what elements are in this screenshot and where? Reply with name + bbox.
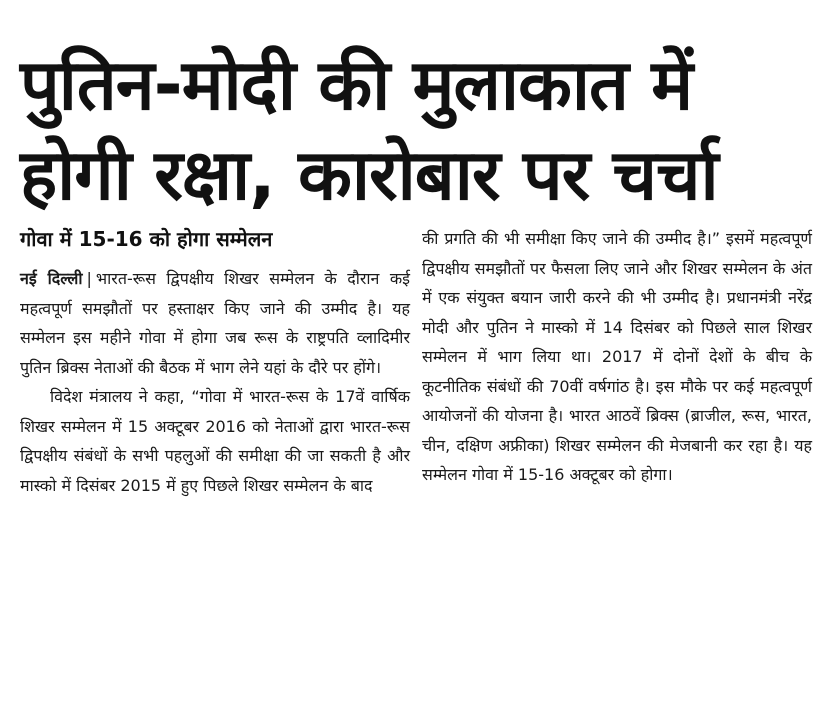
dateline-separator: | bbox=[86, 269, 92, 288]
paragraph-1-text: भारत-रूस द्विपक्षीय शिखर सम्मेलन के दौरान कई महत्वपूर्ण समझौतों पर हस्ताक्षर किए जाने की उम्मीद है। यह सम्मेलन इस महीने गोवा में होगा जब रूस के राष्ट्रपति व्लादिमीर पुतिन ब्रिक्स नेताओं की बैठक में भाग लेने यहां के दौरे पर होंगे। bbox=[20, 269, 410, 377]
paragraph-1 bbox=[20, 264, 410, 382]
article-column-left bbox=[20, 224, 410, 500]
dateline: नई दिल्ली bbox=[20, 269, 83, 288]
paragraph-2: विदेश मंत्रालय ने कहा, “गोवा में भारत-रूस के 17वें वार्षिक शिखर सम्मेलन में 15 अक्टूबर 2016 को नेताओं द्वारा भारत-रूस द्विपक्षीय संबंधों के सभी पहलुओं की समीक्षा की जा सकती है और मास्को में दिसंबर 2015 में हुए पिछले शिखर सम्मेलन के बाद bbox=[20, 387, 410, 495]
subheadline: गोवा में 15-16 को होगा सम्मेलन bbox=[20, 227, 273, 251]
paragraph-3: की प्रगति की भी समीक्षा किए जाने की उम्मीद है।” इसमें महत्वपूर्ण द्विपक्षीय समझौतों पर फैसला लिए जाने और शिखर सम्मेलन के अंत में एक संयुक्त बयान जारी करने की भी उम्मीद है। प्रधानमंत्री नरेंद्र मोदी और पुतिन ने मास्को में 14 दिसंबर को पिछले साल शिखर सम्मेलन में भाग लिया था। 2017 में दोनों देशों के बीच के कूटनीतिक संबंधों की 70वीं वर्षगांठ है। इस मौके पर कई महत्वपूर्ण आयोजनों की योजना है। भारत आठवें ब्रिक्स (ब्राजील, रूस, भारत, चीन, दक्षिण अफ्रीका) शिखर सम्मेलन की मेजबानी कर रहा है। यह सम्मेलन गोवा में 15-16 अक्टूबर को होगा। bbox=[422, 229, 812, 484]
headline-line-2: होगी रक्षा, कारोबार पर चर्चा bbox=[20, 134, 718, 216]
headline bbox=[20, 40, 820, 220]
headline-line-1: पुतिन-मोदी की मुलाकात में bbox=[20, 44, 693, 126]
article-column-right bbox=[422, 224, 812, 490]
